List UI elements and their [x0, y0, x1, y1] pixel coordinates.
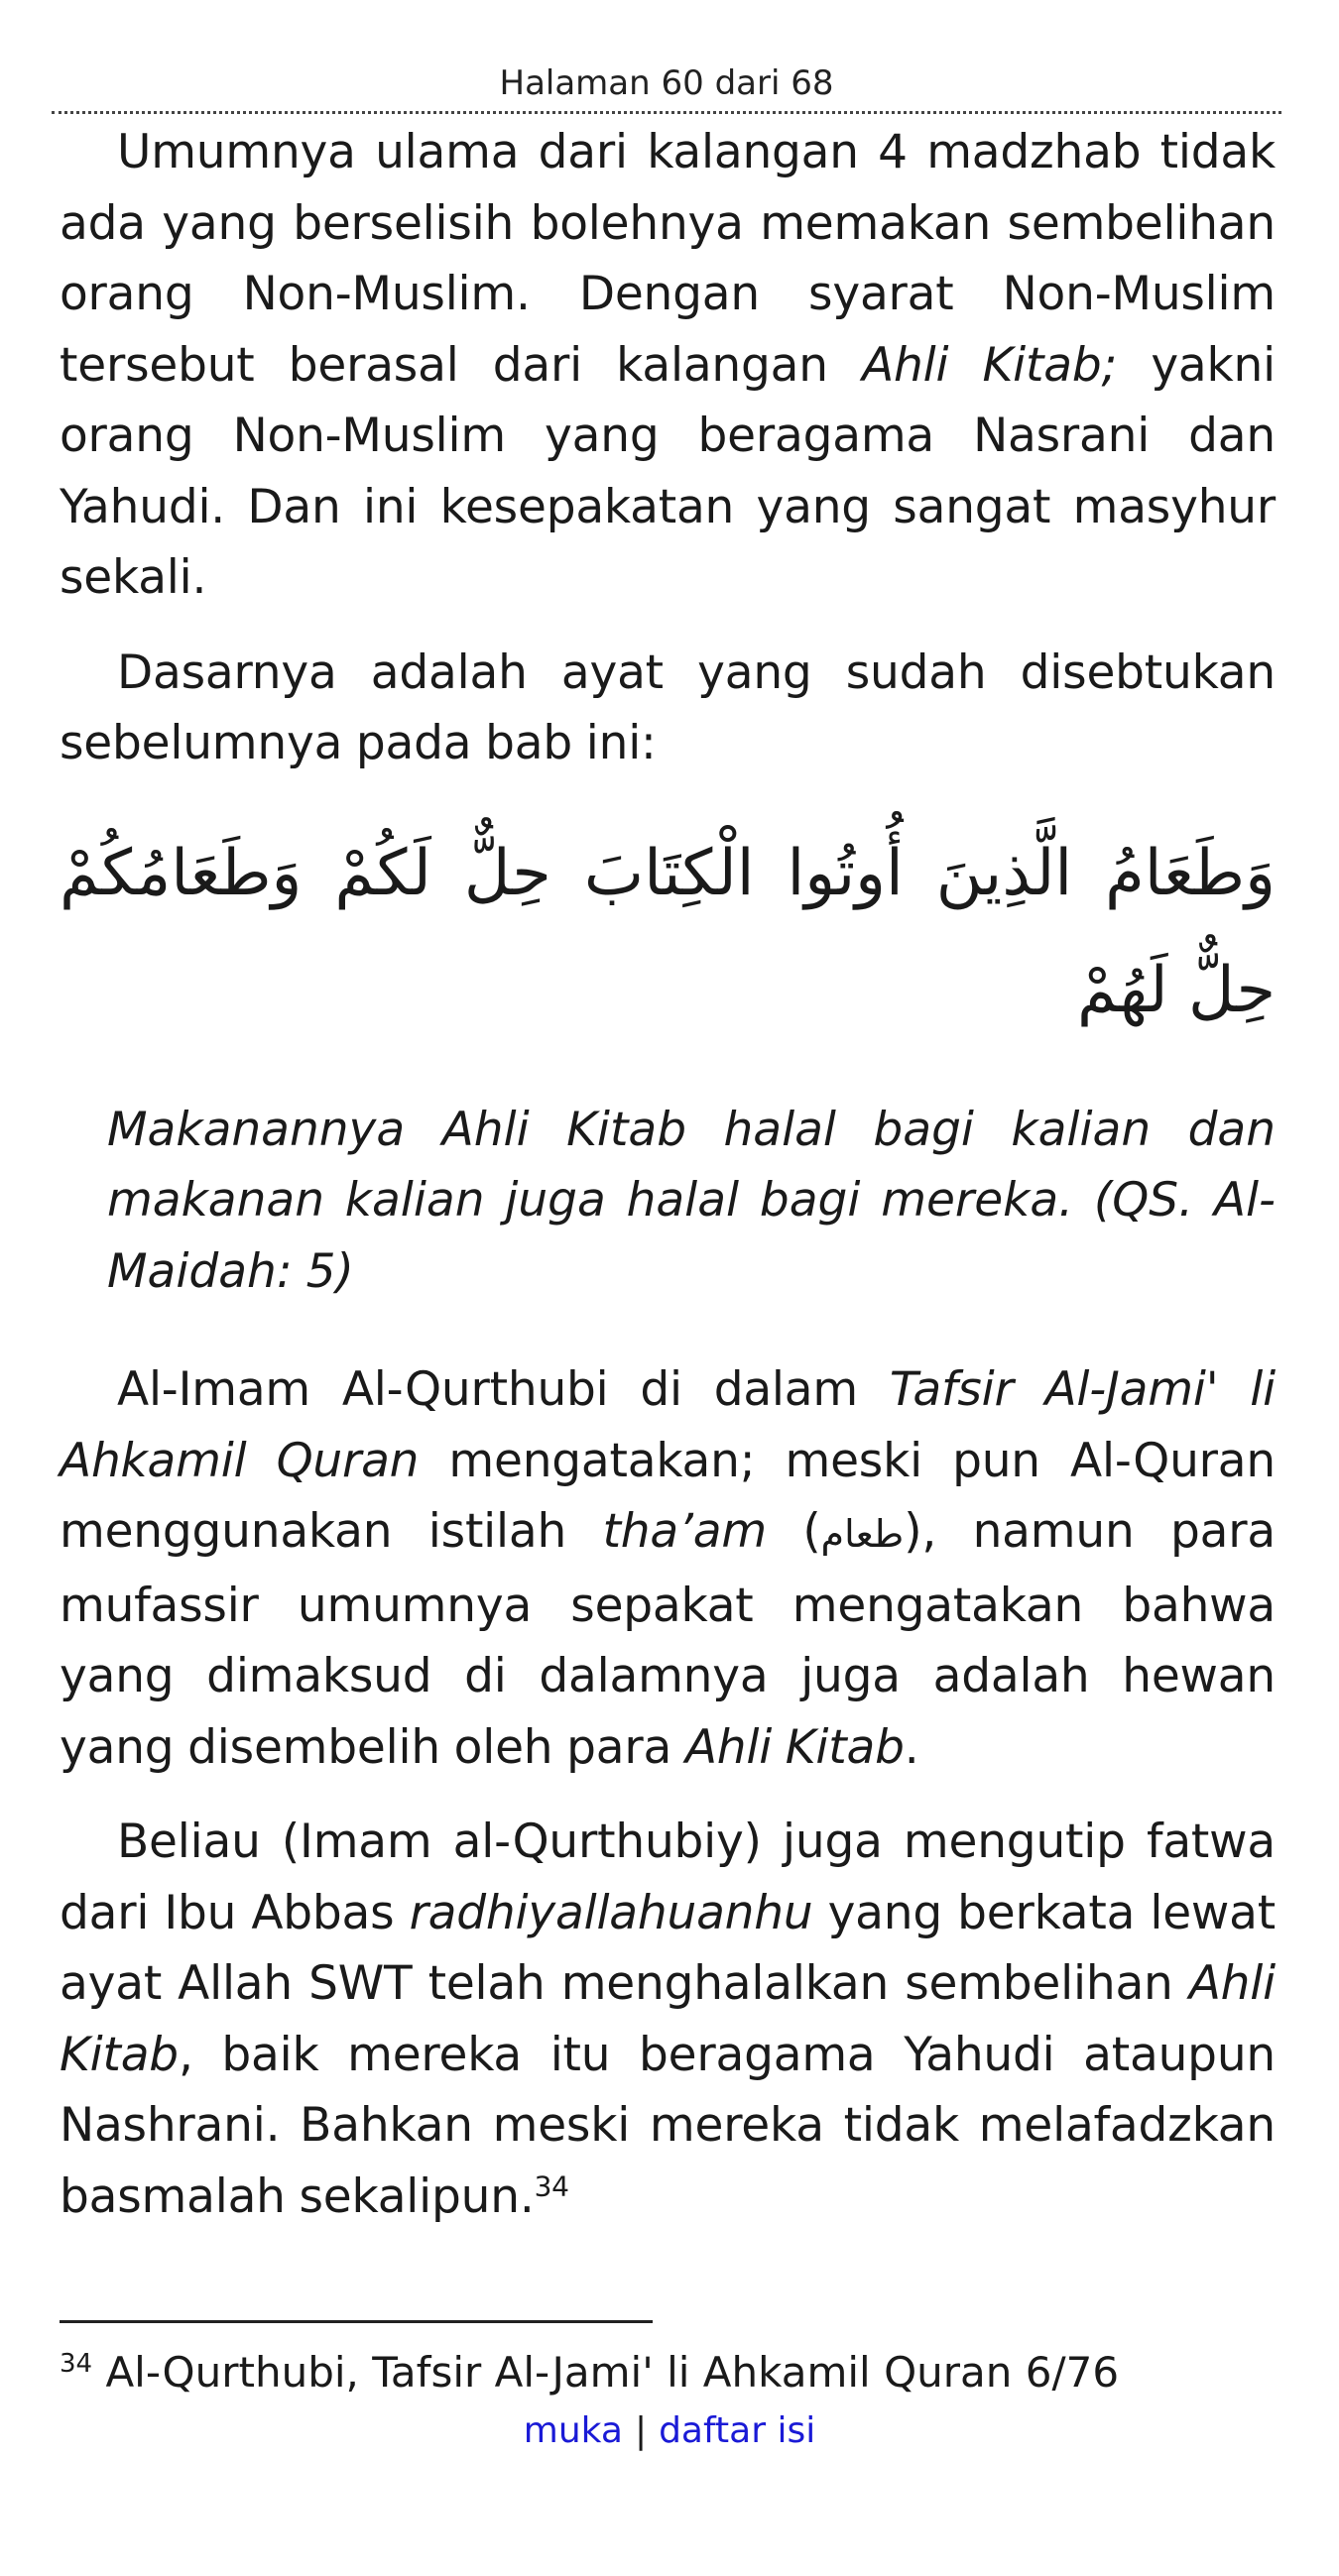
arabic-word: طعام [820, 1512, 905, 1556]
footnote-text: Al-Qurthubi, Tafsir Al-Jami' li Ahkamil Quran 6/76 [92, 2348, 1120, 2397]
footnote [60, 2346, 1276, 2400]
italic-term: Ahli Kitab; [862, 337, 1118, 393]
table-of-contents-link[interactable]: daftar isi [659, 2410, 816, 2451]
page-content [60, 117, 1276, 2232]
footnote-number: 34 [60, 2349, 93, 2379]
paragraph-text: Umumnya ulama dari kalangan 4 madzhab tidak ada yang berselisih bolehnya memakan sembelihan orang Non-Muslim. Dengan syarat Non-Muslim tersebut berasal dari kalangan [60, 125, 1276, 393]
paragraph-text: Beliau (Imam al-Qurthubiy) juga mengutip fatwa dari Ibu Abbas [60, 1815, 1276, 1940]
nav-separator: | [634, 2410, 648, 2451]
paragraph-text: ), namun para mufassir umumnya sepakat mengatakan bahwa yang dimaksud di dalamnya juga adalah hewan yang disembelih oleh para [60, 1504, 1276, 1775]
italic-term: Ahli Kitab [60, 1956, 1276, 2082]
italic-book-title: Tafsir Al-Jami' li Ahkamil Quran [60, 1362, 1276, 1488]
page-navigation [0, 2407, 1339, 2455]
footnote-separator [60, 2320, 653, 2323]
paragraph-ibnu-abbas [60, 1807, 1276, 2232]
paragraph-text: ( [766, 1504, 821, 1559]
verse-translation-quote: Makanannya Ahli Kitab halal bagi kalian dan makanan kalian juga halal bagi mereka. (QS. Al-Maidah: 5) [107, 1102, 1276, 1299]
paragraph-text: Al-Imam Al-Qurthubi di dalam [117, 1362, 890, 1417]
paragraph-dasarnya: Dasarnya adalah ayat yang sudah disebtukan sebelumnya pada bab ini: [60, 644, 1276, 770]
header-dotted-rule [52, 111, 1281, 114]
arabic-verse: وَطَعَامُ الَّذِينَ أُوتُوا الْكِتَابَ حِلٌّ لَكُمْ وَطَعَامُكُمْ حِلٌّ لَهُمْ [60, 836, 1276, 1027]
home-link[interactable]: muka [523, 2410, 623, 2451]
paragraph-text: mengatakan; meski pun Al-Quran menggunakan istilah [60, 1433, 1276, 1559]
italic-term: radhiyallahuanhu [409, 1885, 813, 1940]
italic-term: tha’am [602, 1504, 767, 1559]
paragraph-text: . [904, 1719, 919, 1775]
paragraph-madzhab [60, 117, 1276, 614]
page-header: Halaman 60 dari 68 [499, 63, 834, 103]
paragraph-text: yang berkata lewat ayat Allah SWT telah menghalalkan sembelihan [60, 1885, 1276, 2011]
paragraph-text: yakni orang Non-Muslim yang beragama Nasrani dan Yahudi. Dan ini kesepakatan yang sangat masyhur sekali. [60, 337, 1276, 605]
paragraph-text: , baik mereka itu beragama Yahudi ataupun Nashrani. Bahkan meski mereka tidak melafadzkan basmalah sekalipun. [60, 2027, 1276, 2224]
footnote-reference[interactable]: 34 [534, 2168, 569, 2202]
paragraph-qurthubi [60, 1354, 1276, 1783]
italic-term: Ahli Kitab [684, 1719, 905, 1775]
